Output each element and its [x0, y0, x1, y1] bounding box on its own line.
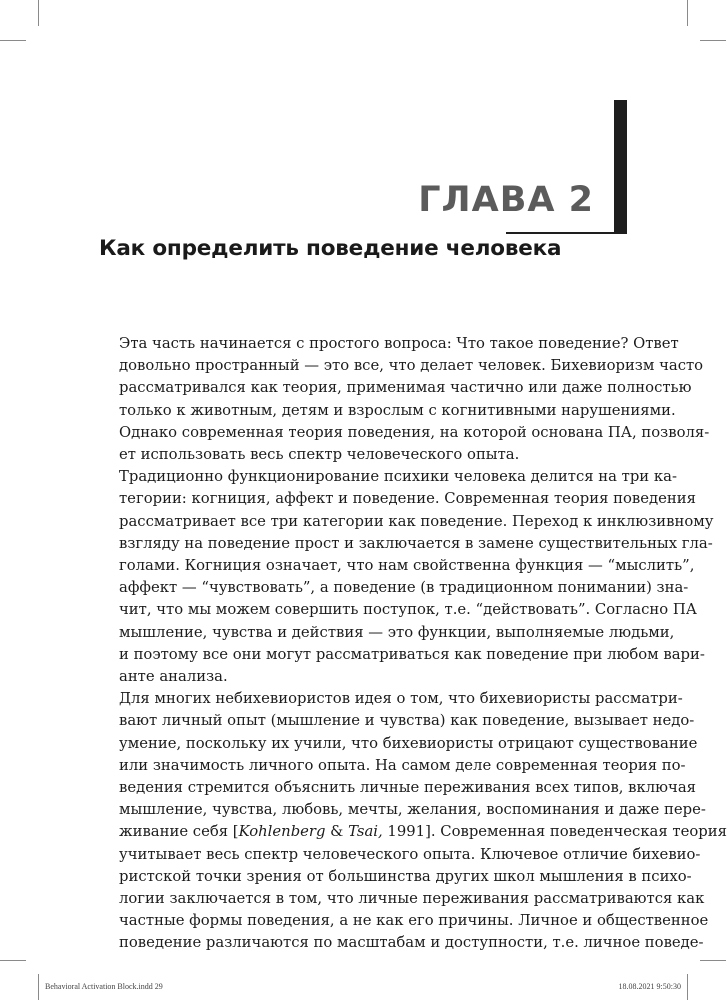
text-line: мышление, чувства, любовь, мечты, желания, воспоминания и даже пере-	[119, 801, 706, 819]
crop-mark-bottom-right-h	[700, 960, 726, 961]
text-line: Эта часть начинается с простого вопроса: Что такое поведение? Ответ	[119, 335, 679, 352]
text-line: ведения стремится объяснить личные переживания всех типов, включая	[119, 779, 696, 797]
text-line: тегории: когниция, аффект и поведение. Современная теория поведения	[119, 490, 696, 508]
text-line: Традиционно функционирование психики человека делится на три ка-	[119, 468, 677, 486]
chapter-accent-bar	[614, 100, 627, 232]
text-line: анте анализа.	[119, 668, 228, 686]
text-line: ет использовать весь спектр человеческого опыта.	[119, 446, 520, 464]
text-line: учитывает весь спектр человеческого опыта. Ключевое отличие бихевио-	[119, 845, 701, 863]
paragraph	[99, 333, 710, 466]
chapter-title: Как определить поведение человека	[99, 236, 562, 261]
footer-file-info: Behavioral Activation Block.indd 29	[45, 982, 163, 991]
crop-mark-bottom-right	[687, 974, 688, 1000]
text-line: логии заключается в том, что личные переживания рассматриваются как	[119, 890, 705, 908]
text-line: ристской точки зрения от большинства других школ мышления в психо-	[119, 867, 692, 885]
text-line: умение, поскольку их учили, что бихевиористы отрицают существование	[119, 734, 698, 752]
paragraph	[99, 688, 727, 954]
text-line: мышление, чувства и действия — это функции, выполняемые людьми,	[119, 623, 675, 641]
crop-mark-bottom-left	[38, 974, 39, 1000]
text-line: чит, что мы можем совершить поступок, т.е. “действовать”. Согласно ПА	[119, 601, 698, 619]
text-line: вают личный опыт (мышление и чувства) как поведение, вызывает недо-	[119, 712, 695, 730]
text-line: только к животным, детям и взрослым с когнитивными нарушениями.	[119, 401, 676, 419]
text-line: Однако современная теория поведения, на которой основана ПА, позволя-	[119, 423, 710, 441]
text-line: рассматривает все три категории как поведение. Переход к инклюзивному	[119, 512, 714, 530]
crop-mark-bottom-left-h	[0, 960, 26, 961]
text-line: или значимость личного опыта. На самом деле современная теория по-	[119, 756, 686, 774]
paragraph	[99, 466, 714, 688]
text-line: взгляду на поведение прост и заключается в замене существительных гла-	[119, 534, 713, 552]
text-line: и поэтому все они могут рассматриваться как поведение при любом вари-	[119, 645, 705, 663]
text-line: аффект — “чувствовать”, а поведение (в традиционном понимании) зна-	[119, 579, 689, 597]
chapter-number-heading: ГЛАВА 2	[418, 180, 594, 220]
chapter-body	[99, 333, 727, 955]
crop-mark-top-right	[687, 0, 688, 26]
chapter-underline-rule	[506, 232, 627, 234]
text-line: живание себя [Kohlenberg & Tsai, 1991]. Современная поведенческая теория	[119, 823, 727, 841]
text-line: довольно пространный — это все, что делает человек. Бихевиоризм часто	[119, 357, 704, 375]
text-line: поведение различаются по масштабам и доступности, т.е. личное поведе-	[119, 934, 704, 952]
crop-mark-top-right-h	[700, 40, 726, 41]
text-line: голами. Когниция означает, что нам свойственна функция — “мыслить”,	[119, 557, 695, 575]
crop-mark-top-left	[38, 0, 39, 26]
footer-timestamp: 18.08.2021 9:50:30	[618, 982, 681, 991]
text-line: рассматривался как теория, применимая частично или даже полностью	[119, 379, 692, 397]
text-line: Для многих небихевиористов идея о том, что бихевиористы рассматри-	[119, 690, 683, 708]
text-line: частные формы поведения, а не как его причины. Личное и общественное	[119, 912, 709, 930]
crop-mark-top-left-h	[0, 40, 26, 41]
